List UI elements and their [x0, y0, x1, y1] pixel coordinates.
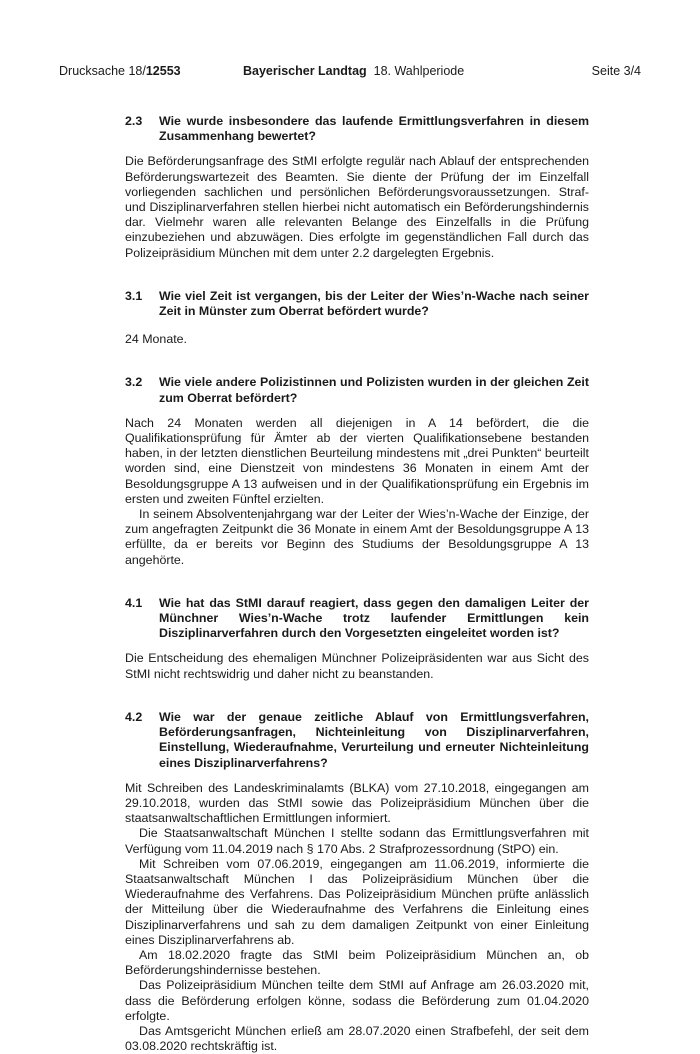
- question-4-2: [125, 710, 589, 771]
- answer-paragraph: Am 18.02.2020 fragte das StMI beim Polizeipräsidium München an, ob Beförderungshindernisse bestehen.: [125, 947, 589, 978]
- answer-paragraph: Das Amtsgericht München erließ am 28.07.2020 einen Strafbefehl, der seit dem 03.08.2020 rechtskräftig ist.: [125, 1023, 589, 1054]
- answer-paragraph: Die Staatsanwaltschaft München I stellte sodann das Ermittlungsverfahren mit Verfügung vom 11.04.2019 nach § 170 Abs. 2 Strafprozessordnung (StPO) ein.: [125, 826, 589, 856]
- answer-paragraph: 24 Monate.: [125, 332, 187, 347]
- document-body: [125, 114, 589, 1054]
- answer-paragraph: Mit Schreiben des Landeskriminalamts (BLKA) vom 27.10.2018, eingegangen am 29.10.2018, wurden das StMI sowie das Polizeipräsidium München über die staatsanwaltschaftlichen Ermittlungen informiert.: [125, 780, 589, 826]
- question-3-1: [125, 289, 589, 319]
- document-number: Drucksache 18/12553: [59, 64, 181, 78]
- answer-paragraph: Die Entscheidung des ehemaligen Münchner Polizeipräsidenten war aus Sicht des StMI nicht rechtswidrig und daher nicht zu beanstanden.: [125, 651, 589, 681]
- question-number: 3.2: [125, 375, 143, 390]
- question-number: 4.1: [125, 595, 143, 610]
- question-text: Wie viel Zeit ist vergangen, bis der Leiter der Wies’n-Wache nach seiner Zeit in Münster zum Oberrat befördert wurde?: [159, 288, 589, 319]
- question-2-3: [125, 114, 589, 144]
- question-3-2: [125, 375, 589, 405]
- question-text: Wie viele andere Polizistinnen und Polizisten wurden in der gleichen Zeit zum Oberrat befördert?: [159, 375, 589, 405]
- question-number: 2.3: [125, 114, 143, 128]
- answer-paragraph: Die Beförderungsanfrage des StMI erfolgte regulär nach Ablauf der entsprechenden Beförderungswartezeit des Beamten. Sie diente der Prüfung der im Einzelfall vorliegenden sachlichen und persönlichen Beförderungsvoraussetzungen. Straf- und Disziplinarverfahren stellen hierbei nicht automatisch ein Beförderungshindernis dar. Vielmehr waren alle relevanten Belange des Einzelfalls in die Prüfung einzubeziehen und abzuwägen. Dies erfolgte im gegenständlichen Fall durch das Polizeipräsidium München mit dem unter 2.2 dargelegten Ergebnis.: [125, 154, 589, 260]
- question-text: Wie war der genaue zeitliche Ablauf von Ermittlungsverfahren, Beförderungsanfragen, Nichteinleitung von Disziplinarverfahren, Einstellung, Wiederaufnahme, Verurteilung und erneuter Nichteinleitung eines Disziplinarverfahrens?: [159, 709, 589, 770]
- question-4-1: [125, 596, 589, 642]
- answer-paragraph: Das Polizeipräsidium München teilte dem StMI auf Anfrage am 26.03.2020 mit, dass die Beförderung erfolgen könne, sodass die Beförderung zum 01.04.2020 erfolgte.: [125, 978, 589, 1023]
- answer-paragraph: Mit Schreiben vom 07.06.2019, eingegangen am 11.06.2019, informierte die Staatsanwaltschaft München I das Polizeipräsidium München über die Wiederaufnahme des Verfahrens. Das Polizeipräsidium München prüfte anlässlich der Mitteilung über die Wiederaufnahme des Verfahrens die Einleitung eines Disziplinarverfahrens und sah zu dem damaligen Zeitpunkt von einer Einleitung eines Disziplinarverfahrens ab.: [125, 856, 589, 947]
- parliament-info: [243, 64, 464, 78]
- answer-paragraph: In seinem Absolventenjahrgang war der Leiter der Wies’n-Wache der Einzige, der zum angefragten Zeitpunkt die 36 Monate in einem Amt der Besoldungsgruppe A 13 erfüllte, da er bereits vor Beginn des Studiums der Besoldungsgruppe A 13 angehörte.: [125, 507, 589, 567]
- page-number: Seite 3/4: [591, 64, 641, 78]
- question-number: 3.1: [125, 288, 143, 303]
- question-number: 4.2: [125, 709, 143, 724]
- page-header: [59, 64, 641, 78]
- legislative-period: 18. Wahlperiode: [373, 64, 465, 78]
- answer-paragraph: Nach 24 Monaten werden all diejenigen in A 14 befördert, die die Qualifikationsprüfung für Ämter ab der vierten Qualifikationsebene bestanden haben, in der letzten dienstlichen Beurteilung mindestens mit „drei Punkten“ beurteilt worden sind, eine Dienstzeit von mindestens 36 Monaten in einem Amt der Besoldungsgruppe A 13 aufweisen und in der Qualifikationsprüfung ein Ergebnis im ersten und zweiten Fünftel erzielten.: [125, 415, 589, 506]
- question-text: Wie hat das StMI darauf reagiert, dass gegen den damaligen Leiter der Münchner Wies’n-Wache trotz laufender Ermittlungen kein Disziplinarverfahren durch den Vorgesetzten eingeleitet worden ist?: [159, 595, 589, 641]
- parliament-name: Bayerischer Landtag: [243, 64, 367, 78]
- question-text: Wie wurde insbesondere das laufende Ermittlungsverfahren in diesem Zusammenhang bewertet?: [159, 114, 589, 144]
